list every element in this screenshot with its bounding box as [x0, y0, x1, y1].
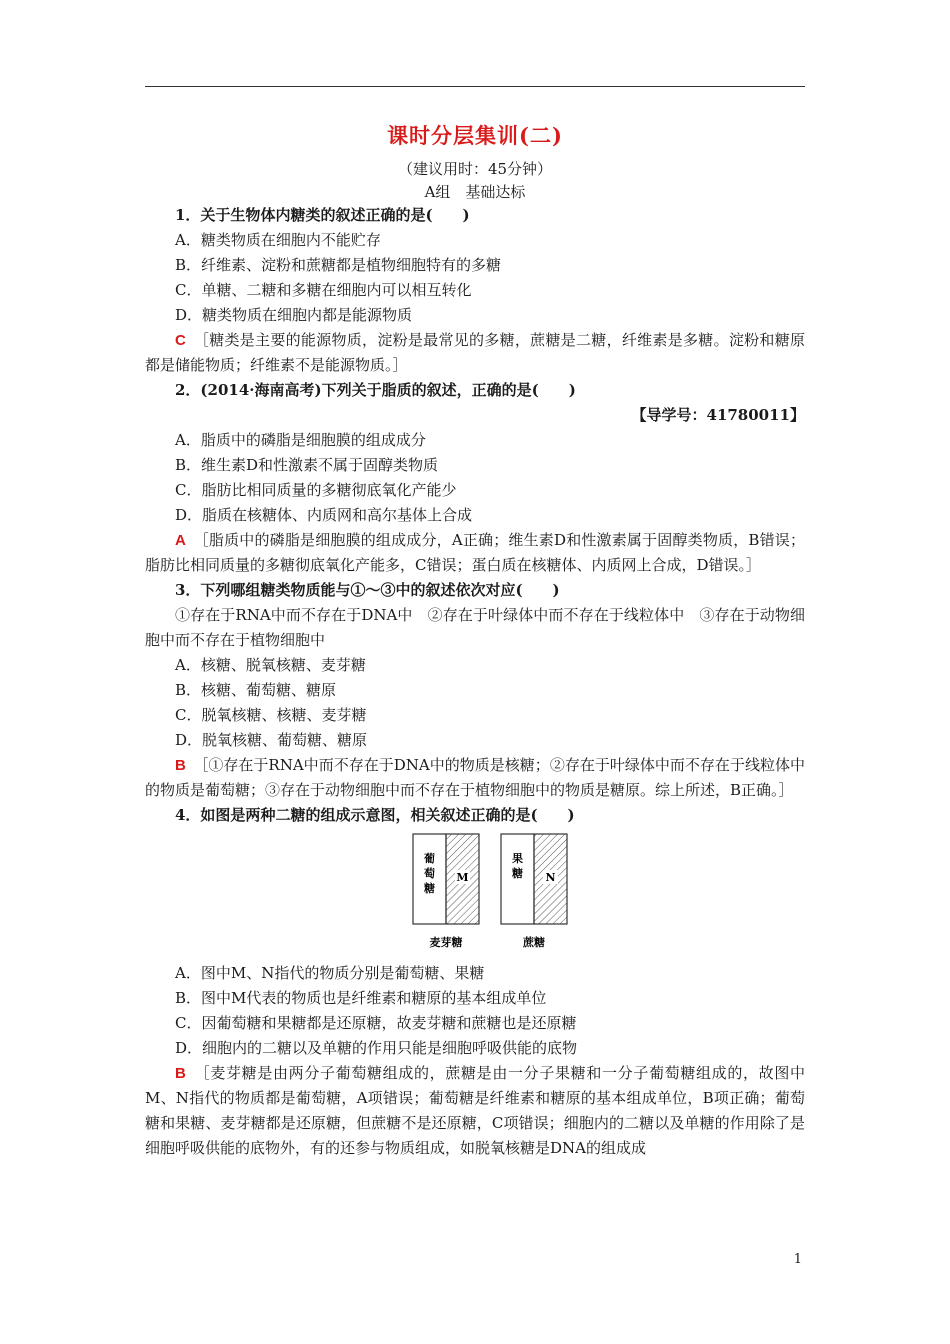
- question-2-answer: A: [175, 532, 186, 549]
- question-4-stem: 4．如图是两种二糖的组成示意图，相关叙述正确的是( ): [175, 806, 575, 824]
- question-1-option-a: A．糖类物质在细胞内不能贮存: [175, 231, 381, 249]
- guide-number: 【导学号：41780011】: [631, 406, 805, 424]
- question-2-option-a: A．脂质中的磷脂是细胞膜的组成成分: [175, 431, 426, 449]
- page-title: 课时分层集训(二): [387, 123, 563, 148]
- disaccharide-figure: [145, 828, 805, 961]
- question-4-option-c: C．因葡萄糖和果糖都是还原糖，故麦芽糖和蔗糖也是还原糖: [175, 1014, 577, 1032]
- question-2-option-d: D．脂质在核糖体、内质网和高尔基体上合成: [175, 506, 473, 524]
- question-1-stem: 1．关于生物体内糖类的叙述正确的是( ): [175, 206, 470, 224]
- question-1-answer: C: [175, 332, 186, 349]
- question-2-option-b: B．维生素D和性激素不属于固醇类物质: [175, 456, 439, 474]
- maltose-label-3: 糖: [424, 882, 435, 895]
- question-1-explanation: ［糖类是主要的能源物质，淀粉是最常见的多糖，蔗糖是二糖，纤维素是多糖。淀粉和糖原都是储能物质；纤维素不是能源物质。］: [145, 331, 805, 374]
- question-3-option-a: A．核糖、脱氧核糖、麦芽糖: [175, 656, 366, 674]
- question-1-option-c: C．单糖、二糖和多糖在细胞内可以相互转化: [175, 281, 472, 299]
- question-3-stem: 3．下列哪组糖类物质能与①～③中的叙述依次对应( ): [175, 581, 560, 599]
- page-number: 1: [793, 1252, 802, 1267]
- sucrose-caption: 蔗糖: [523, 936, 545, 949]
- question-3-option-b: B．核糖、葡萄糖、糖原: [175, 681, 337, 699]
- question-3-option-d: D．脱氧核糖、葡萄糖、糖原: [175, 731, 368, 749]
- question-4-answer: B: [175, 1065, 186, 1082]
- sucrose-label-2: 糖: [512, 867, 523, 880]
- question-4-option-d: D．细胞内的二糖以及单糖的作用只能是细胞呼吸供能的底物: [175, 1039, 578, 1057]
- question-3-statements: ①存在于RNA中而不存在于DNA中 ②存在于叶绿体中而不存在于线粒体中 ③存在于动物细胞中而不存在于植物细胞中: [145, 606, 805, 649]
- question-2-answer-block: [145, 528, 805, 578]
- question-3-option-c: C．脱氧核糖、核糖、麦芽糖: [175, 706, 367, 724]
- maltose-caption: 麦芽糖: [429, 936, 463, 949]
- question-1-option-b: B．纤维素、淀粉和蔗糖都是植物细胞特有的多糖: [175, 256, 502, 274]
- question-2-explanation: ［脂质中的磷脂是细胞膜的组成成分，A正确；维生素D和性激素属于固醇类物质，B错误；脂肪比相同质量的多糖彻底氧化产能多，C错误；蛋白质在核糖体、内质网上合成，D错误。］: [145, 531, 805, 574]
- maltose-label-1: 葡: [424, 852, 435, 865]
- question-4-answer-block: [145, 1061, 805, 1161]
- question-3-answer: B: [175, 757, 186, 774]
- question-list: [145, 203, 805, 1161]
- question-1-option-d: D．糖类物质在细胞内都是能源物质: [175, 306, 413, 324]
- question-3-explanation: ［①存在于RNA中而不存在于DNA中的物质是核糖；②存在于叶绿体中而不存在于线粒体中的物质是葡萄糖；③存在于动物细胞中而不存在于植物细胞中的物质是糖原。综上所述，B正确。］: [145, 756, 805, 799]
- sucrose-label-1: 果: [512, 852, 523, 865]
- question-2-stem: 2．(2014·海南高考)下列关于脂质的叙述，正确的是( ): [175, 381, 576, 399]
- question-1-answer-block: [145, 328, 805, 378]
- sucrose-n-label: N: [545, 871, 556, 884]
- question-2-option-c: C．脂肪比相同质量的多糖彻底氧化产能少: [175, 481, 457, 499]
- header-rule: [145, 86, 805, 87]
- disaccharide-diagram: [411, 832, 611, 956]
- question-4-option-a: A．图中M、N指代的物质分别是葡萄糖、果糖: [175, 964, 485, 982]
- group-heading: A组 基础达标: [424, 183, 526, 201]
- suggested-time: （建议用时：45分钟）: [397, 160, 553, 178]
- question-4-explanation: ［麦芽糖是由两分子葡萄糖组成的，蔗糖是由一分子果糖和一分子葡萄糖组成的，故图中M、N指代的物质都是葡萄糖，A项错误；葡萄糖是纤维素和糖原的基本组成单位，B项正确；葡萄糖和果糖、麦芽糖都是还原糖，但蔗糖不是还原糖，C项错误；细胞内的二糖以及单糖的作用除了是细胞呼吸供能的底物外，有的还参与物质组成，如脱氧核糖是DNA的组成成: [145, 1064, 805, 1157]
- question-4-option-b: B．图中M代表的物质也是纤维素和糖原的基本组成单位: [175, 989, 547, 1007]
- question-3-answer-block: [145, 753, 805, 803]
- maltose-label-2: 萄: [424, 867, 435, 880]
- maltose-m-label: M: [456, 871, 469, 884]
